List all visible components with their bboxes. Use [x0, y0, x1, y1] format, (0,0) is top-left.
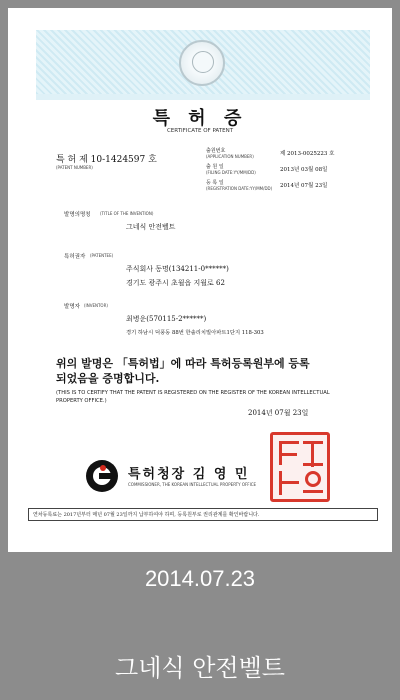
filing-date-value: 2013년 03월 08일	[280, 167, 328, 173]
invention-title-value: 그네식 안전벨트	[126, 223, 176, 231]
official-seal-stamp-icon	[270, 432, 330, 502]
inventor-name: 최병운(570115-2******)	[126, 315, 207, 323]
footer-note: 연차등록료는 2017년부터 매년 07월 23일까지 납부하여야 하며, 등록원부로 권리관계를 확인바랍니다.	[28, 508, 378, 521]
patentee-address: 경기도 광주시 초월읍 지월로 62	[126, 279, 225, 287]
registration-date-label: 등 록 일	[206, 180, 224, 186]
national-seal-icon	[179, 40, 225, 86]
patentee-name: 주식회사 동명(134211-0******)	[126, 265, 229, 273]
certificate-subtitle: CERTIFICATE OF PATENT	[166, 128, 234, 134]
filing-date-label-en: (FILING DATE:YY/MM/DD)	[206, 170, 256, 175]
certification-statement-line1: 위의 발명은 「특허법」에 따라 특허등록원부에 등록	[56, 357, 310, 370]
inventor-label: 발명자	[64, 304, 80, 310]
decorative-header-band-lower	[36, 94, 370, 100]
patent-number: 특 허 제 10-1424597 호	[56, 155, 157, 165]
inventor-address: 경기 하남시 덕풍동 88번 한솔리치빌아파트1단지 118-303	[126, 330, 264, 336]
invention-title-label-en: (TITLE OF THE INVENTION)	[100, 211, 154, 216]
product-name-caption: 그네식 안전벨트	[115, 654, 285, 682]
certification-statement	[56, 356, 310, 386]
invention-title-label: 발명의명칭	[64, 212, 91, 218]
commissioner-name: 특허청장 김 영 민	[128, 467, 250, 482]
patent-certificate	[8, 8, 392, 552]
registration-date-caption: 2014.07.23	[144, 566, 256, 591]
application-number-label-en: (APPLICATION NUMBER)	[206, 154, 254, 159]
application-number-value: 제 2013-0025223 호	[280, 151, 335, 157]
certification-statement-en: (THIS IS TO CERTIFY THAT THE PATENT IS REGISTERED ON THE REGISTER OF THE KOREAN INTELLECTUAL PROPERTY OFFICE.)	[56, 390, 330, 404]
filing-date-label: 출 원 일	[206, 164, 224, 170]
application-number-label: 출원번호	[206, 148, 226, 154]
patentee-label-en: (PATENTEE)	[90, 253, 114, 258]
registration-date-label-en: (REGISTRATION DATE:YY/MM/DD)	[206, 186, 273, 191]
certification-statement-line2: 되었음을 증명합니다.	[56, 372, 160, 385]
registration-date-value: 2014년 07월 23일	[280, 183, 328, 189]
commissioner-title-en: COMMISSIONER, THE KOREAN INTELLECTUAL PROPERTY OFFICE	[128, 482, 257, 487]
issue-date: 2014년 07월 23일	[248, 409, 309, 417]
inventor-label-en: (INVENTOR)	[84, 303, 108, 308]
patentee-label: 특허권자	[64, 254, 86, 260]
patent-number-label-en: (PATENT NUMBER)	[56, 165, 93, 170]
kipo-logo-icon	[86, 460, 118, 492]
certificate-title: 특 허 증	[152, 108, 248, 129]
